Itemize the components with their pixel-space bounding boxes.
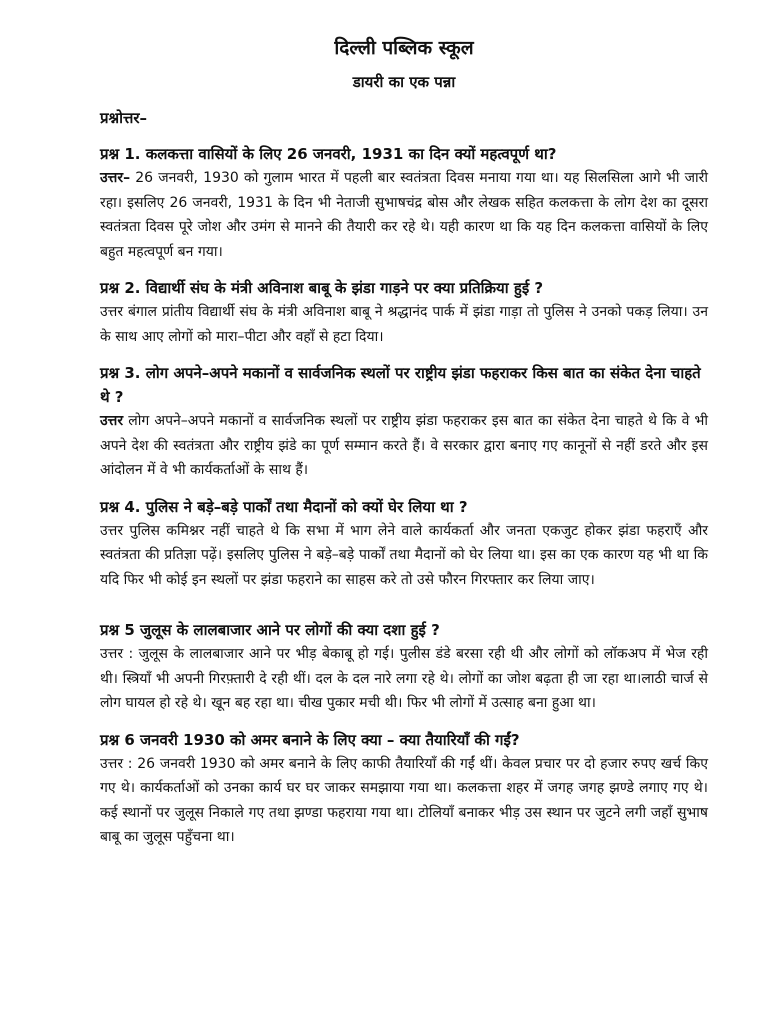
question-6: प्रश्न 6 जनवरी 1930 को अमर बनाने के लिए क्या – क्या तैयारियाँ की गईं? <box>100 730 520 749</box>
answer-2-text: बंगाल प्रांतीय विद्यार्थी संघ के मंत्री अविनाश बाबू ने श्रद्धानंद पार्क में झंडा गाड़ा तो पुलिस ने उनको पकड़ लिया। उन के साथ आए लोगों को मारा–पीटा और वहाँ से हटा दिया। <box>100 304 708 345</box>
answer-3-text: लोग अपने–अपने मकानों व सार्वजनिक स्थलों पर राष्ट्रीय झंडा फहराकर इस बात का संकेत देना चाहते थे कि वे भी अपने देश की स्वतंत्रता और राष्ट्रीय झंडे का पूर्ण सम्मान करते हैं। वे सरकार द्वारा बनाए गए कानूनों से नहीं डरते और इस आंदोलन में वे भी कार्यकर्ताओं के साथ हैं। <box>100 413 708 478</box>
qa-item-3 <box>100 361 708 483</box>
answer-3-prefix: उत्तर <box>100 413 124 429</box>
answer-6-prefix: उत्तर : <box>100 755 133 772</box>
answer-5-text: जुलूस के लालबाजार आने पर भीड़ बेकाबू हो गई। पुलीस डंडे बरसा रही थी और लोगों को लॉकअप में भेज रही थी। स्त्रियाँ भी अपनी गिरफ़्तारी दे रही थीं। दल के दल नारे लगा रहे थे। लोगों का जोश बढ़ता ही जा रहा था।लाठी चार्ज से लोग घायल हो रहे थे। खून बह रहा था। चीख पुकार मची थी। फिर भी लोगों में उत्साह बना हुआ था। <box>100 646 708 711</box>
question-1: प्रश्न 1. कलकत्ता वासियों के लिए 26 जनवरी, 1931 का दिन क्यों महत्वपूर्ण था? <box>100 145 557 163</box>
section-label: प्रश्नोत्तर– <box>100 109 148 127</box>
answer-5 <box>100 642 708 716</box>
page-title: दिल्ली पब्लिक स्कूल <box>334 37 474 59</box>
answer-3 <box>100 409 708 483</box>
qa-item-1 <box>100 142 708 264</box>
page-subtitle: डायरी का एक पन्ना <box>352 73 456 91</box>
question-3: प्रश्न 3. लोग अपने–अपने मकानों व सार्वजनिक स्थलों पर राष्ट्रीय झंडा फहराकर किस बात का संकेत देना चाहते थे ? <box>100 364 701 406</box>
answer-4-prefix: उत्तर <box>100 522 124 539</box>
answer-6 <box>100 752 708 850</box>
qa-item-4 <box>100 495 708 593</box>
question-2: प्रश्न 2. विद्यार्थी संघ के मंत्री अविनाश बाबू के झंडा गाड़ने पर क्या प्रतिक्रिया हुई ? <box>100 279 544 297</box>
question-5: प्रश्न 5 जुलूस के लालबाजार आने पर लोगों की क्या दशा हुई ? <box>100 621 440 639</box>
qa-item-5 <box>100 618 708 716</box>
answer-2 <box>100 300 708 349</box>
answer-6-text: 26 जनवरी 1930 को अमर बनाने के लिए काफी तैयारियाँ की गईं थीं। केवल प्रचार पर दो हजार रुपए खर्च किए गए थे। कार्यकर्ताओं को उनका कार्य घर घर जाकर समझाया गया था। कलकत्ता शहर में जगह जगह झण्डे लगाए गए थे। कई स्थानों पर जुलूस निकाले गए तथा झण्डा फहराया गया था। टोलियाँ बनाकर भीड़ उस स्थान पर जुटने लगी जहाँ सुभाष बाबू का जुलूस पहुँचना था। <box>100 755 708 845</box>
answer-1-text: 26 जनवरी, 1930 को गुलाम भारत में पहली बार स्वतंत्रता दिवस मनाया गया था। यह सिलसिला आगे भी जारी रहा। इसलिए 26 जनवरी, 1931 के दिन भी नेताजी सुभाषचंद्र बोस और लेखक सहित कलकत्ता के लोग देश का दूसरा स्वतंत्रता दिवस पूरे जोश और उमंग से मानने की तैयारी कर रहे थे। यही कारण था कि यह दिन कलकत्ता वासियों के लिए बहुत महत्वपूर्ण बन गया। <box>100 170 708 260</box>
qa-item-6 <box>100 728 708 850</box>
qa-item-2 <box>100 276 708 349</box>
question-4: प्रश्न 4. पुलिस ने बड़े–बड़े पार्कों तथा मैदानों को क्यों घेर लिया था ? <box>100 497 468 516</box>
answer-4 <box>100 519 708 593</box>
answer-1 <box>100 166 708 264</box>
answer-1-prefix: उत्तर– <box>100 170 131 186</box>
answer-4-text: पुलिस कमिश्नर नहीं चाहते थे कि सभा में भाग लेने वाले कार्यकर्ता और जनता एकजुट होकर झंडा फहराएँ और स्वतंत्रता की प्रतिज्ञा पढ़ें। इसलिए पुलिस ने बड़े–बड़े पार्कों तथा मैदानों को घेर लिया था। इस का एक कारण यह भी था कि यदि फिर भी कोई इन स्थलों पर झंडा फहराने का साहस करे तो उसे फौरन गिरफ्तार कर लिया जाए। <box>100 522 708 588</box>
answer-2-prefix: उत्तर <box>100 304 124 320</box>
answer-5-prefix: उत्तर : <box>100 646 134 662</box>
